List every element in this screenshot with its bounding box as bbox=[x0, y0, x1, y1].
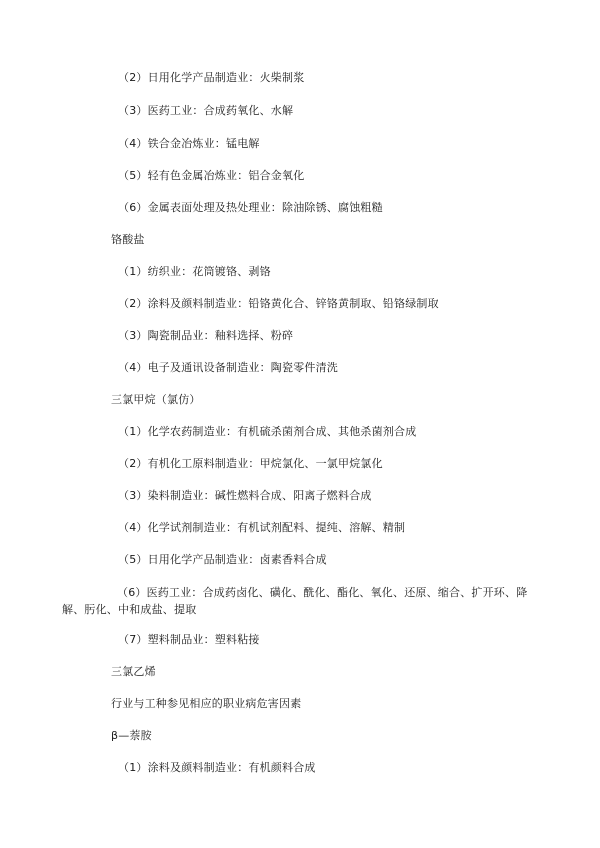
text-line: （4）电子及通讯设备制造业：陶瓷零件清洗 bbox=[118, 361, 338, 374]
section-heading: 三氯乙烯 bbox=[111, 665, 156, 678]
section-heading: β—萘胺 bbox=[111, 729, 152, 742]
section-heading: 铬酸盐 bbox=[111, 233, 145, 246]
text-line: （2）日用化学产品制造业：火柴制浆 bbox=[118, 71, 305, 84]
text-line: （1）化学农药制造业：有机硫杀菌剂合成、其他杀菌剂合成 bbox=[118, 425, 417, 438]
text-line: （5）轻有色金属冶炼业：铝合金氧化 bbox=[118, 169, 305, 182]
text-line: （7）塑料制品业：塑料粘接 bbox=[118, 633, 260, 646]
text-line: （2）涂料及颜料制造业：铅铬黄化合、锌铬黄制取、铅铬绿制取 bbox=[118, 297, 439, 310]
text-line: （1）纺织业：花筒镀铬、剥铬 bbox=[118, 265, 271, 278]
text-line: （6）金属表面处理及热处理业：除油除锈、腐蚀粗糙 bbox=[118, 201, 383, 214]
text-line: （3）陶瓷制品业：釉料选择、粉碎 bbox=[118, 329, 294, 342]
section-heading: 三氯甲烷（氯仿） bbox=[111, 393, 201, 406]
text-line: （4）铁合金冶炼业：锰电解 bbox=[118, 137, 260, 150]
text-line: （1）涂料及颜料制造业：有机颜料合成 bbox=[118, 761, 316, 774]
text-line: （3）医药工业：合成药氧化、水解 bbox=[118, 104, 294, 117]
text-line: （2）有机化工原料制造业：甲烷氯化、一氯甲烷氯化 bbox=[118, 457, 383, 470]
text-line: （4）化学试剂制造业：有机试剂配料、提纯、溶解、精制 bbox=[118, 521, 406, 534]
text-line: （3）染料制造业：碱性燃料合成、阳离子燃料合成 bbox=[118, 489, 372, 502]
text-line: （5）日用化学产品制造业：卤素香料合成 bbox=[118, 553, 327, 566]
text-paragraph: （6）医药工业：合成药卤化、磺化、酰化、酯化、氧化、还原、缩合、扩开环、降解、肟化、中和成盐、提取 bbox=[62, 586, 528, 616]
text-line: 行业与工种参见相应的职业病危害因素 bbox=[111, 697, 302, 710]
